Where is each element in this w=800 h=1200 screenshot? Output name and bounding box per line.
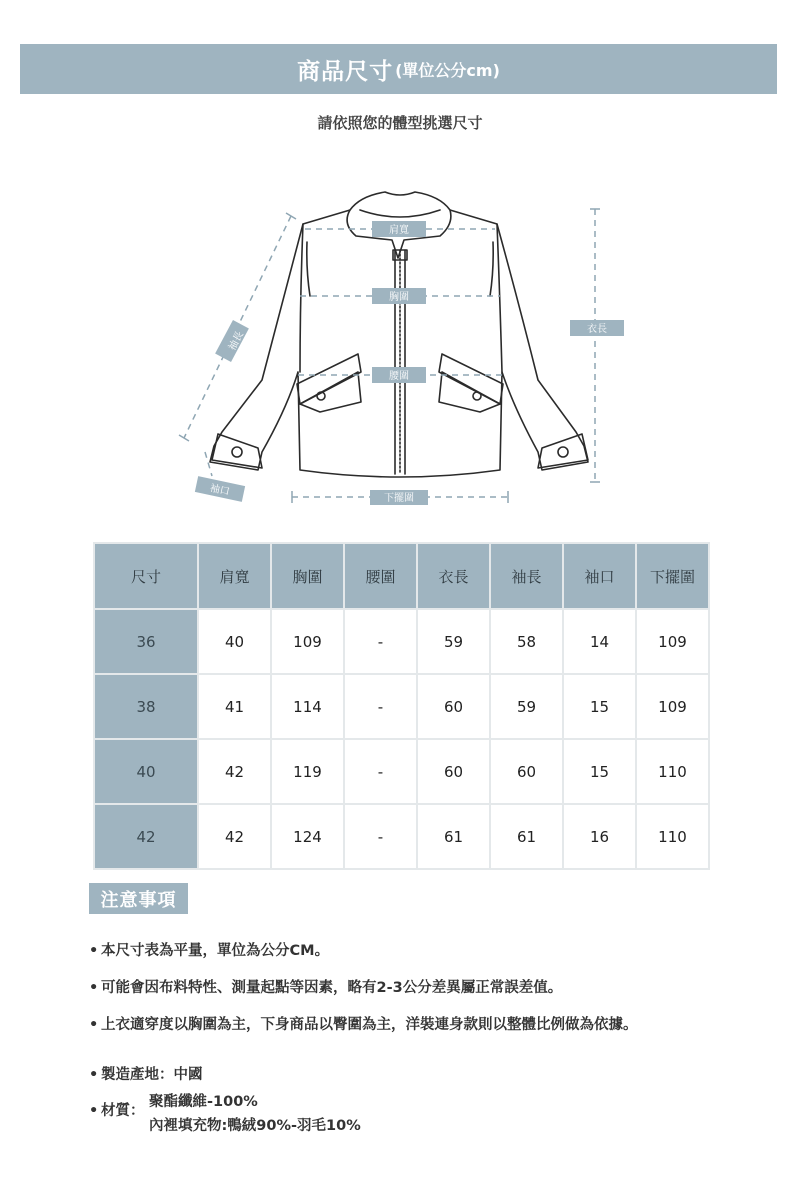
table-row bbox=[94, 674, 709, 739]
shoulder-label: 肩寬 bbox=[389, 225, 409, 236]
col-header-sleeve: 袖長 bbox=[490, 543, 563, 609]
table-cell: 109 bbox=[636, 674, 709, 739]
table-cell: 109 bbox=[271, 609, 344, 674]
unit-label: (單位公分cm) bbox=[395, 60, 500, 80]
table-header-row bbox=[94, 543, 709, 609]
table-row bbox=[94, 804, 709, 869]
table-cell: 58 bbox=[490, 609, 563, 674]
subtitle: 請依照您的體型挑選尺寸 bbox=[317, 114, 483, 132]
table-cell: 60 bbox=[417, 739, 490, 804]
table-cell: 59 bbox=[417, 609, 490, 674]
table-cell: 59 bbox=[490, 674, 563, 739]
col-header-waist: 腰圍 bbox=[344, 543, 417, 609]
table-cell: 114 bbox=[271, 674, 344, 739]
jacket-diagram bbox=[0, 0, 800, 540]
page-title: 商品尺寸 bbox=[297, 58, 394, 85]
table-cell: 110 bbox=[636, 739, 709, 804]
length-label: 衣長 bbox=[587, 324, 607, 335]
table-cell: - bbox=[344, 674, 417, 739]
bullet: • bbox=[89, 1017, 99, 1033]
size-cell: 42 bbox=[94, 804, 198, 869]
table-cell: 109 bbox=[636, 609, 709, 674]
table-cell: 110 bbox=[636, 804, 709, 869]
right-pocket bbox=[439, 354, 503, 404]
table-cell: - bbox=[344, 804, 417, 869]
table-cell: 61 bbox=[417, 804, 490, 869]
size-cell: 38 bbox=[94, 674, 198, 739]
table-cell: - bbox=[344, 609, 417, 674]
size-cell: 36 bbox=[94, 609, 198, 674]
table-cell: 42 bbox=[198, 739, 271, 804]
cuff-label: 袖口 bbox=[208, 483, 231, 498]
bullet: • bbox=[89, 1067, 99, 1083]
material-label-text: 材質： bbox=[101, 1103, 145, 1119]
material-label bbox=[89, 1099, 145, 1120]
table-cell: 60 bbox=[490, 739, 563, 804]
material-line: 內裡填充物:鴨絨90%-羽毛10% bbox=[149, 1118, 361, 1134]
col-header-shoulder: 肩寬 bbox=[198, 543, 271, 609]
sleeve-label: 袖長 bbox=[226, 329, 246, 353]
table-cell: - bbox=[344, 739, 417, 804]
chest-label: 胸圍 bbox=[389, 292, 409, 303]
table-cell: 41 bbox=[198, 674, 271, 739]
hem-label: 下擺圍 bbox=[384, 493, 414, 504]
table-cell: 15 bbox=[563, 674, 636, 739]
material-line: 聚酯纖維-100% bbox=[149, 1094, 258, 1110]
note-text: 本尺寸表為平量，單位為公分CM。 bbox=[101, 943, 330, 959]
notes-heading: 注意事項 bbox=[89, 883, 188, 914]
table-cell: 42 bbox=[198, 804, 271, 869]
table-cell: 15 bbox=[563, 739, 636, 804]
size-cell: 40 bbox=[94, 739, 198, 804]
col-header-size: 尺寸 bbox=[94, 543, 198, 609]
col-header-cuff: 袖口 bbox=[563, 543, 636, 609]
col-header-chest: 胸圍 bbox=[271, 543, 344, 609]
table-row bbox=[94, 609, 709, 674]
col-header-hem: 下擺圍 bbox=[636, 543, 709, 609]
bullet: • bbox=[89, 980, 99, 996]
table-cell: 16 bbox=[563, 804, 636, 869]
note-item bbox=[89, 939, 329, 960]
note-text: 上衣適穿度以胸圍為主，下身商品以臀圍為主，洋裝連身款則以整體比例做為依據。 bbox=[101, 1017, 638, 1033]
table-cell: 40 bbox=[198, 609, 271, 674]
table-cell: 61 bbox=[490, 804, 563, 869]
note-item bbox=[89, 976, 562, 997]
table-row bbox=[94, 739, 709, 804]
note-item bbox=[89, 1013, 638, 1034]
size-table bbox=[93, 542, 710, 870]
left-pocket bbox=[297, 354, 361, 404]
bullet: • bbox=[89, 943, 99, 959]
table-cell: 60 bbox=[417, 674, 490, 739]
origin-item bbox=[89, 1063, 203, 1084]
waist-label: 腰圍 bbox=[389, 371, 409, 382]
note-text: 可能會因布料特性、測量起點等因素，略有2-3公分差異屬正常誤差值。 bbox=[101, 980, 563, 996]
table-cell: 124 bbox=[271, 804, 344, 869]
origin-text: 製造產地：中國 bbox=[101, 1067, 203, 1083]
table-cell: 14 bbox=[563, 609, 636, 674]
bullet: • bbox=[89, 1103, 99, 1119]
col-header-length: 衣長 bbox=[417, 543, 490, 609]
table-cell: 119 bbox=[271, 739, 344, 804]
